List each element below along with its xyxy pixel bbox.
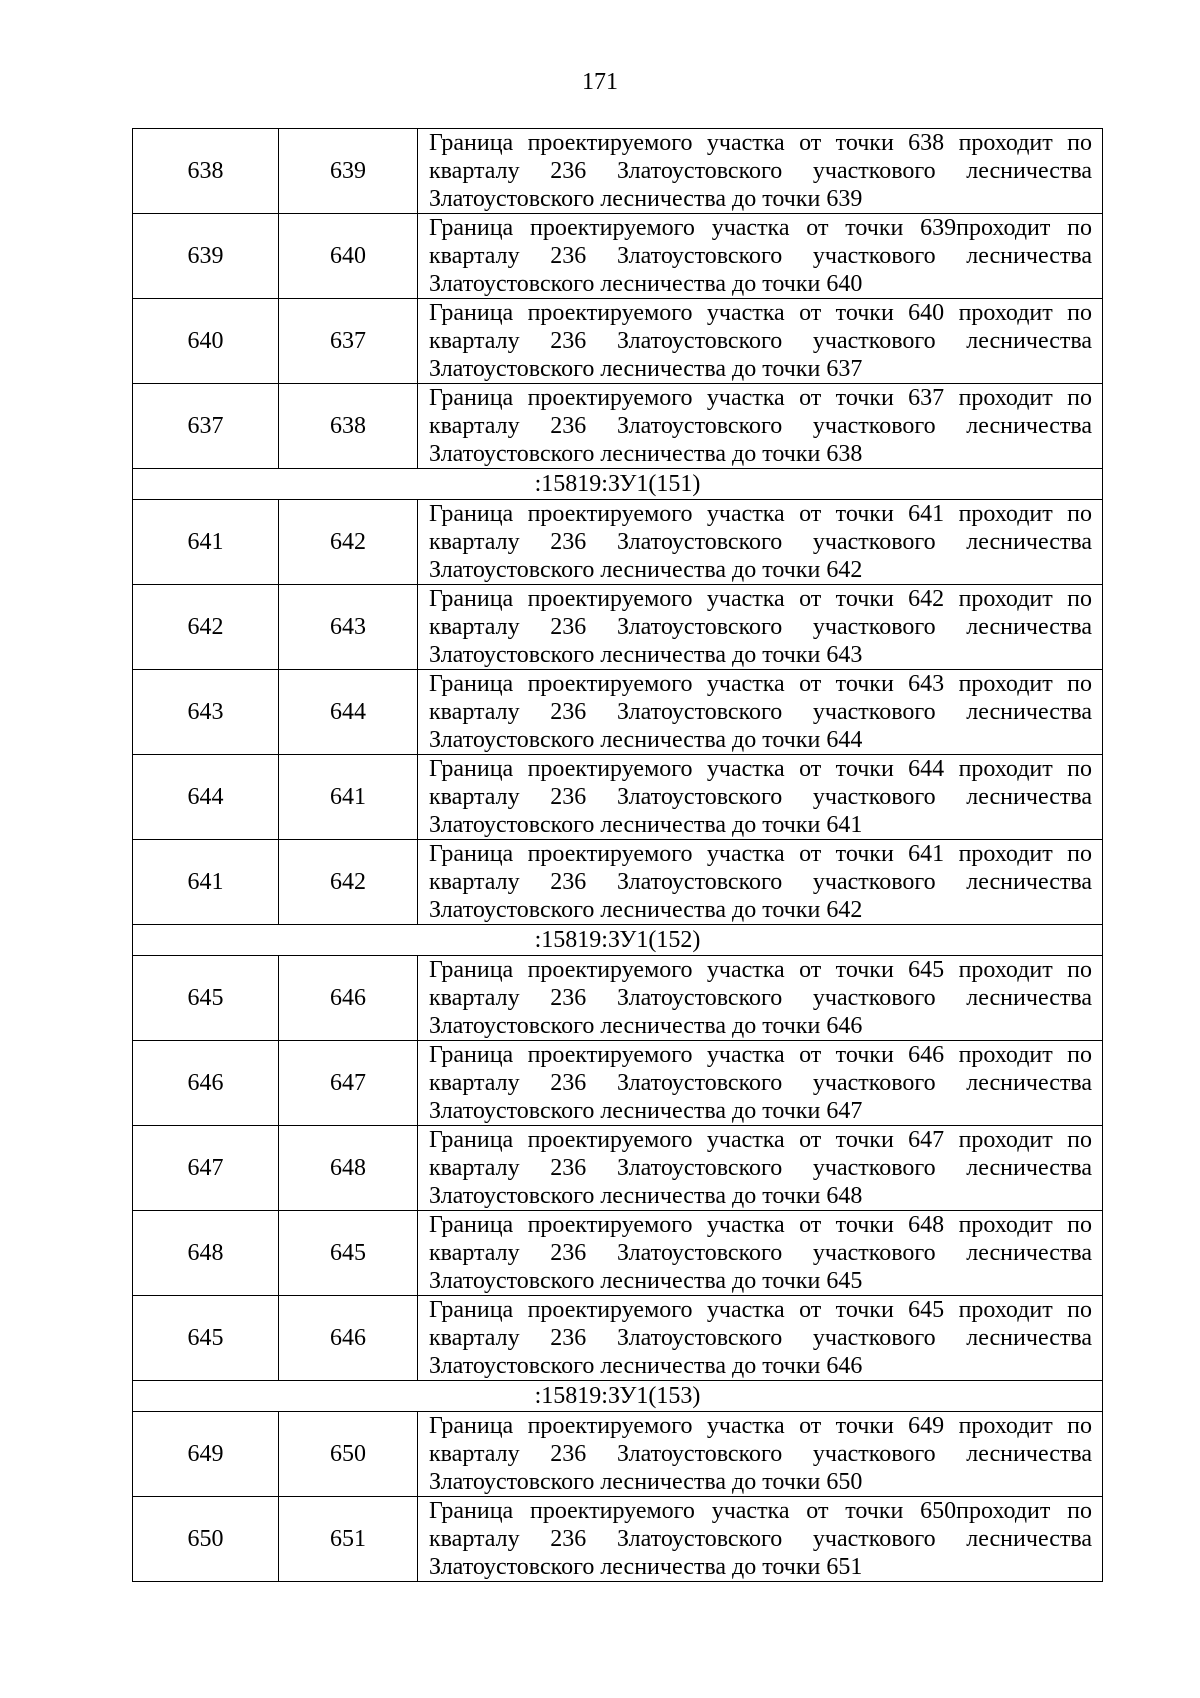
section-header-row bbox=[133, 925, 1103, 956]
table-row bbox=[133, 500, 1103, 585]
boundary-description: Граница проектируемого участка от точки 648 проходит по кварталу 236 Златоустовского участкового лесничества Златоустовского лесничества до точки 645 bbox=[418, 1211, 1103, 1296]
table-row bbox=[133, 129, 1103, 214]
table-row bbox=[133, 1126, 1103, 1211]
to-point: 640 bbox=[279, 214, 418, 299]
section-header-row bbox=[133, 469, 1103, 500]
from-point: 645 bbox=[133, 1296, 279, 1381]
to-point: 643 bbox=[279, 585, 418, 670]
from-point: 643 bbox=[133, 670, 279, 755]
boundary-description: Граница проектируемого участка от точки 646 проходит по кварталу 236 Златоустовского участкового лесничества Златоустовского лесничества до точки 647 bbox=[418, 1041, 1103, 1126]
boundary-description: Граница проектируемого участка от точки 637 проходит по кварталу 236 Златоустовского участкового лесничества Златоустовского лесничества до точки 638 bbox=[418, 384, 1103, 469]
section-header-row bbox=[133, 1381, 1103, 1412]
boundary-description: Граница проектируемого участка от точки 645 проходит по кварталу 236 Златоустовского участкового лесничества Златоустовского лесничества до точки 646 bbox=[418, 956, 1103, 1041]
table-row bbox=[133, 1497, 1103, 1582]
table-row bbox=[133, 384, 1103, 469]
section-label: :15819:ЗУ1(151) bbox=[133, 469, 1103, 500]
boundary-description: Граница проектируемого участка от точки 638 проходит по кварталу 236 Златоустовского участкового лесничества Златоустовского лесничества до точки 639 bbox=[418, 129, 1103, 214]
boundary-description: Граница проектируемого участка от точки 641 проходит по кварталу 236 Златоустовского участкового лесничества Златоустовского лесничества до точки 642 bbox=[418, 500, 1103, 585]
from-point: 639 bbox=[133, 214, 279, 299]
to-point: 646 bbox=[279, 1296, 418, 1381]
section-label: :15819:ЗУ1(153) bbox=[133, 1381, 1103, 1412]
from-point: 646 bbox=[133, 1041, 279, 1126]
to-point: 642 bbox=[279, 840, 418, 925]
to-point: 638 bbox=[279, 384, 418, 469]
table-row bbox=[133, 585, 1103, 670]
from-point: 640 bbox=[133, 299, 279, 384]
boundary-description: Граница проектируемого участка от точки 641 проходит по кварталу 236 Златоустовского участкового лесничества Златоустовского лесничества до точки 642 bbox=[418, 840, 1103, 925]
from-point: 641 bbox=[133, 840, 279, 925]
table-row bbox=[133, 1296, 1103, 1381]
table-row bbox=[133, 214, 1103, 299]
to-point: 637 bbox=[279, 299, 418, 384]
table-row bbox=[133, 1412, 1103, 1497]
section-label: :15819:ЗУ1(152) bbox=[133, 925, 1103, 956]
from-point: 642 bbox=[133, 585, 279, 670]
boundary-description: Граница проектируемого участка от точки 649 проходит по кварталу 236 Златоустовского участкового лесничества Златоустовского лесничества до точки 650 bbox=[418, 1412, 1103, 1497]
table-row bbox=[133, 755, 1103, 840]
from-point: 638 bbox=[133, 129, 279, 214]
from-point: 637 bbox=[133, 384, 279, 469]
boundary-table bbox=[132, 128, 1103, 1582]
from-point: 650 bbox=[133, 1497, 279, 1582]
to-point: 645 bbox=[279, 1211, 418, 1296]
boundary-description: Граница проектируемого участка от точки 650проходит по кварталу 236 Златоустовского участкового лесничества Златоустовского лесничества до точки 651 bbox=[418, 1497, 1103, 1582]
from-point: 648 bbox=[133, 1211, 279, 1296]
to-point: 641 bbox=[279, 755, 418, 840]
table-row bbox=[133, 1041, 1103, 1126]
boundary-description: Граница проектируемого участка от точки 642 проходит по кварталу 236 Златоустовского участкового лесничества Златоустовского лесничества до точки 643 bbox=[418, 585, 1103, 670]
from-point: 647 bbox=[133, 1126, 279, 1211]
table-row bbox=[133, 840, 1103, 925]
table-row bbox=[133, 1211, 1103, 1296]
table-row bbox=[133, 670, 1103, 755]
boundary-description: Граница проектируемого участка от точки 645 проходит по кварталу 236 Златоустовского участкового лесничества Златоустовского лесничества до точки 646 bbox=[418, 1296, 1103, 1381]
table-row bbox=[133, 299, 1103, 384]
table-row bbox=[133, 956, 1103, 1041]
boundary-description: Граница проектируемого участка от точки 643 проходит по кварталу 236 Златоустовского участкового лесничества Златоустовского лесничества до точки 644 bbox=[418, 670, 1103, 755]
boundary-description: Граница проектируемого участка от точки 647 проходит по кварталу 236 Златоустовского участкового лесничества Златоустовского лесничества до точки 648 bbox=[418, 1126, 1103, 1211]
to-point: 642 bbox=[279, 500, 418, 585]
boundary-description: Граница проектируемого участка от точки 644 проходит по кварталу 236 Златоустовского участкового лесничества Златоустовского лесничества до точки 641 bbox=[418, 755, 1103, 840]
boundary-description: Граница проектируемого участка от точки 639проходит по кварталу 236 Златоустовского участкового лесничества Златоустовского лесничества до точки 640 bbox=[418, 214, 1103, 299]
to-point: 639 bbox=[279, 129, 418, 214]
to-point: 650 bbox=[279, 1412, 418, 1497]
to-point: 646 bbox=[279, 956, 418, 1041]
to-point: 647 bbox=[279, 1041, 418, 1126]
from-point: 644 bbox=[133, 755, 279, 840]
to-point: 648 bbox=[279, 1126, 418, 1211]
page-number: 171 bbox=[582, 69, 618, 95]
from-point: 649 bbox=[133, 1412, 279, 1497]
to-point: 651 bbox=[279, 1497, 418, 1582]
to-point: 644 bbox=[279, 670, 418, 755]
from-point: 641 bbox=[133, 500, 279, 585]
from-point: 645 bbox=[133, 956, 279, 1041]
boundary-description: Граница проектируемого участка от точки 640 проходит по кварталу 236 Златоустовского участкового лесничества Златоустовского лесничества до точки 637 bbox=[418, 299, 1103, 384]
